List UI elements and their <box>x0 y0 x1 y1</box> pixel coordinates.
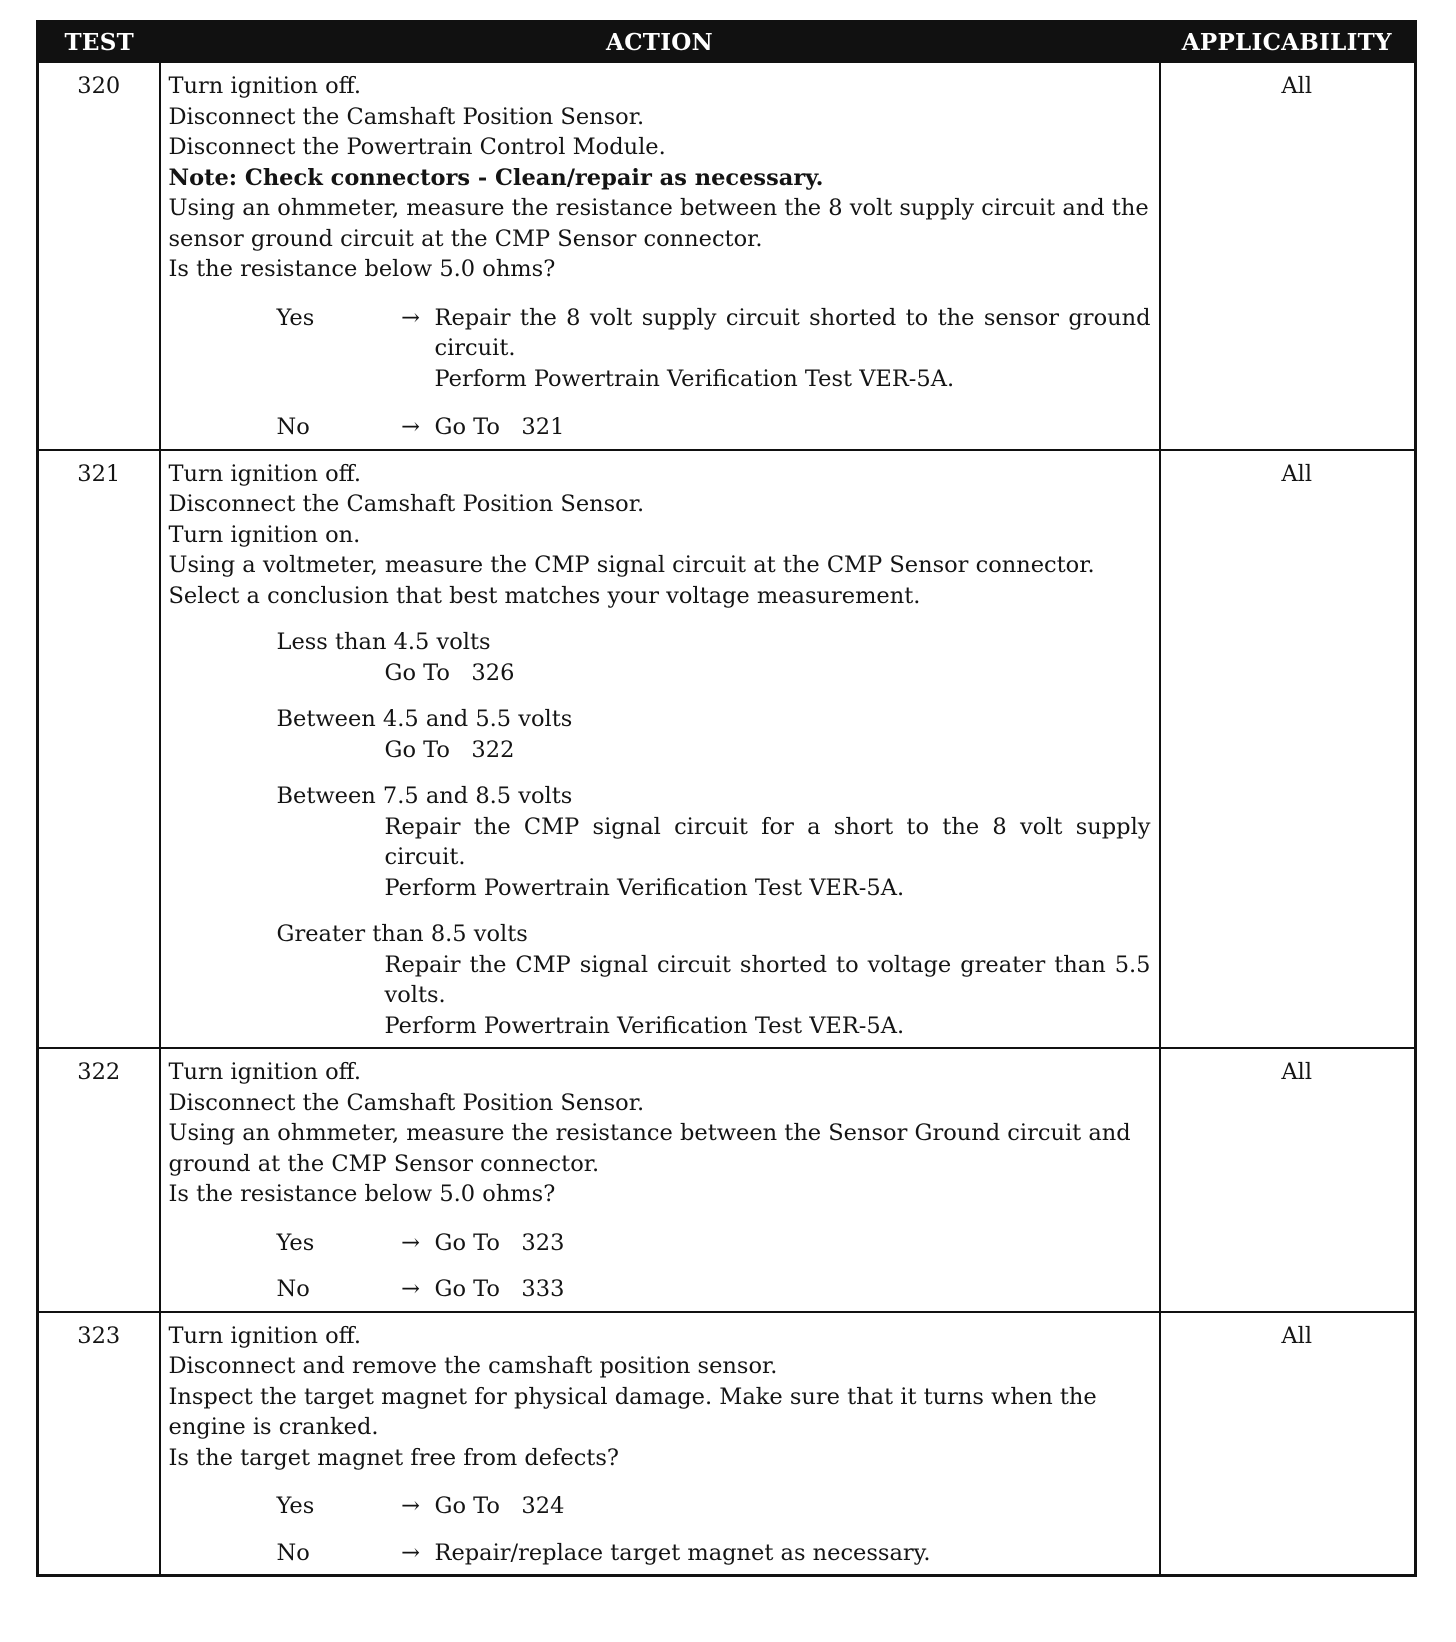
header-test: TEST <box>38 22 160 63</box>
test-number: 321 <box>38 450 160 1049</box>
yes-answer <box>277 303 1151 395</box>
header-action: ACTION <box>160 22 1160 63</box>
action-line: Disconnect and remove the camshaft position sensor. <box>168 1353 778 1379</box>
conclusion-result: Repair the CMP signal circuit shorted to voltage greater than 5.5 volts. <box>384 951 1151 1008</box>
action-line: Is the target magnet free from defects? <box>168 1444 619 1471</box>
test-number: 320 <box>38 62 160 450</box>
test-action <box>160 62 1160 450</box>
header-applicability: APPLICABILITY <box>1160 22 1416 63</box>
yes-result: Go To 323 <box>434 1229 565 1256</box>
yes-result <box>435 303 1151 395</box>
action-line: Using an ohmmeter, measure the resistance between the 8 volt supply circuit and the sensor ground circuit at the CMP Sensor connector. <box>168 195 1149 252</box>
no-result: Go To 321 <box>434 414 565 440</box>
result-line: Perform Powertrain Verification Test VER-5A. <box>434 365 955 392</box>
table-header <box>38 22 1416 63</box>
action-line: Using an ohmmeter, measure the resistance between the Sensor Ground circuit and ground at the CMP Sensor connector. <box>168 1120 1131 1177</box>
yes-label: Yes <box>276 304 315 331</box>
yes-answer <box>277 1491 1151 1522</box>
test-row-323 <box>38 1312 1416 1576</box>
conclusion-result: Go To 326 <box>384 659 515 686</box>
arrow-icon: → <box>401 1229 420 1256</box>
conclusion-result: Go To 322 <box>384 736 515 763</box>
test-applicability: All <box>1160 1312 1416 1576</box>
test-row-320 <box>38 62 1416 450</box>
arrow-icon: → <box>401 304 420 331</box>
yes-label: Yes <box>276 1493 315 1519</box>
test-applicability: All <box>1160 62 1416 450</box>
test-applicability: All <box>1160 450 1416 1049</box>
action-line: Inspect the target magnet for physical damage. Make sure that it turns when the engine is cranked. <box>168 1383 1097 1440</box>
no-label: No <box>276 1539 310 1566</box>
test-applicability: All <box>1160 1048 1416 1312</box>
conclusion-label: Between 7.5 and 8.5 volts <box>276 783 573 809</box>
arrow-icon: → <box>401 1493 420 1519</box>
no-answer <box>277 1274 1151 1305</box>
action-note: Note: Check connectors - Clean/repair as necessary. <box>168 164 824 191</box>
action-line: Disconnect the Camshaft Position Sensor. <box>168 491 645 517</box>
conclusion <box>277 919 1151 1041</box>
conclusion <box>277 627 1151 688</box>
arrow-icon: → <box>401 414 420 440</box>
test-number: 322 <box>38 1048 160 1312</box>
action-line: Disconnect the Camshaft Position Sensor. <box>168 103 645 130</box>
no-result: Go To 333 <box>434 1276 565 1302</box>
action-line: Using a voltmeter, measure the CMP signal circuit at the CMP Sensor connector. <box>168 552 1095 578</box>
conclusion-label: Less than 4.5 volts <box>276 629 491 655</box>
action-line: Select a conclusion that best matches your voltage measurement. <box>168 582 921 609</box>
conclusion <box>277 704 1151 765</box>
diagnostic-test-table <box>36 20 1417 1577</box>
conclusion-result: Perform Powertrain Verification Test VER-5A. <box>384 1012 905 1039</box>
conclusion-result: Repair the CMP signal circuit for a short to the 8 volt supply circuit. <box>384 813 1151 870</box>
conclusion-label: Greater than 8.5 volts <box>276 921 528 947</box>
no-label: No <box>276 1276 310 1302</box>
action-line: Turn ignition on. <box>168 521 361 548</box>
action-line: Turn ignition off. <box>168 73 361 99</box>
arrow-icon: → <box>401 1276 420 1302</box>
action-line: Disconnect the Powertrain Control Module. <box>168 134 666 160</box>
result-line: Repair the 8 volt supply circuit shorted to the sensor ground circuit. <box>434 304 1151 361</box>
action-line: Disconnect the Camshaft Position Sensor. <box>168 1089 645 1116</box>
no-answer <box>277 412 1151 443</box>
test-row-321 <box>38 450 1416 1049</box>
action-line: Turn ignition off. <box>168 1322 361 1349</box>
arrow-icon: → <box>401 1539 420 1566</box>
test-number: 323 <box>38 1312 160 1576</box>
no-answer <box>277 1538 1151 1569</box>
no-label: No <box>276 414 310 440</box>
test-action <box>160 450 1160 1049</box>
action-line: Is the resistance below 5.0 ohms? <box>168 1181 556 1207</box>
yes-result: Go To 324 <box>434 1493 565 1519</box>
action-line: Turn ignition off. <box>168 460 361 487</box>
conclusion-label: Between 4.5 and 5.5 volts <box>276 706 573 732</box>
no-result: Repair/replace target magnet as necessary. <box>434 1539 931 1566</box>
action-line: Is the resistance below 5.0 ohms? <box>168 256 556 282</box>
test-action <box>160 1312 1160 1576</box>
test-row-322 <box>38 1048 1416 1312</box>
yes-answer <box>277 1228 1151 1259</box>
conclusion-result: Perform Powertrain Verification Test VER-5A. <box>384 874 905 901</box>
yes-label: Yes <box>276 1229 315 1256</box>
conclusion <box>277 781 1151 903</box>
action-line: Turn ignition off. <box>168 1059 361 1085</box>
test-action <box>160 1048 1160 1312</box>
